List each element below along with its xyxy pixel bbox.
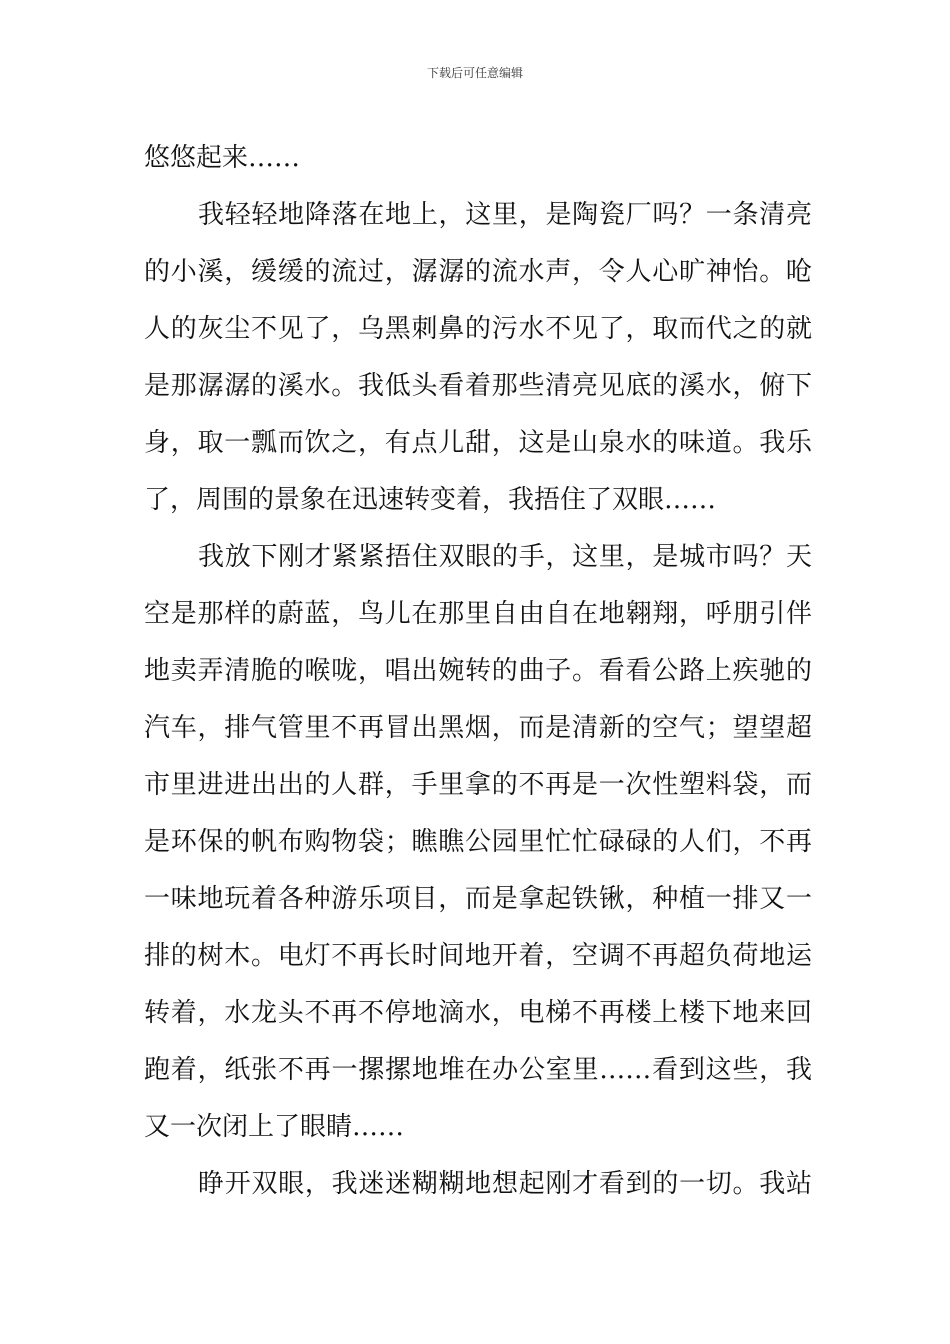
document-body (144, 130, 812, 1213)
text-line: 市里进进出出的人群，手里拿的不再是一次性塑料袋，而 (144, 770, 812, 800)
text-line: 排的树木。电灯不再长时间地开着，空调不再超负荷地运 (144, 941, 812, 971)
text-line: 悠悠起来…… (144, 143, 301, 173)
text-line: 的小溪，缓缓的流过，潺潺的流水声，令人心旷神怡。呛 (144, 257, 812, 287)
text-line: 一味地玩着各种游乐项目，而是拿起铁锹，种植一排又一 (144, 884, 812, 914)
text-line: 了，周围的景象在迅速转变着，我捂住了双眼…… (144, 485, 717, 515)
text-line: 睁开双眼，我迷迷糊糊地想起刚才看到的一切。我站 (198, 1169, 812, 1199)
text-line: 地卖弄清脆的喉咙，唱出婉转的曲子。看看公路上疾驰的 (144, 656, 812, 686)
text-line: 跑着，纸张不再一摞摞地堆在办公室里……看到这些，我 (144, 1055, 812, 1085)
text-line: 人的灰尘不见了，乌黑刺鼻的污水不见了，取而代之的就 (144, 314, 812, 344)
text-line: 空是那样的蔚蓝，鸟儿在那里自由自在地翱翔，呼朋引伴 (144, 599, 812, 629)
text-line: 汽车，排气管里不再冒出黑烟，而是清新的空气；望望超 (144, 713, 812, 743)
page-header: 下载后可任意编辑 (426, 66, 523, 80)
text-line: 转着，水龙头不再不停地滴水，电梯不再楼上楼下地来回 (144, 998, 812, 1028)
text-line: 是环保的帆布购物袋；瞧瞧公园里忙忙碌碌的人们，不再 (144, 827, 812, 857)
text-line: 我放下刚才紧紧捂住双眼的手，这里，是城市吗？天 (198, 542, 812, 572)
text-line: 又一次闭上了眼睛…… (144, 1112, 405, 1142)
text-line: 是那潺潺的溪水。我低头看着那些清亮见底的溪水，俯下 (144, 371, 812, 401)
text-line: 我轻轻地降落在地上，这里，是陶瓷厂吗？一条清亮 (198, 200, 812, 230)
text-line: 身，取一瓢而饮之，有点儿甜，这是山泉水的味道。我乐 (144, 428, 812, 458)
